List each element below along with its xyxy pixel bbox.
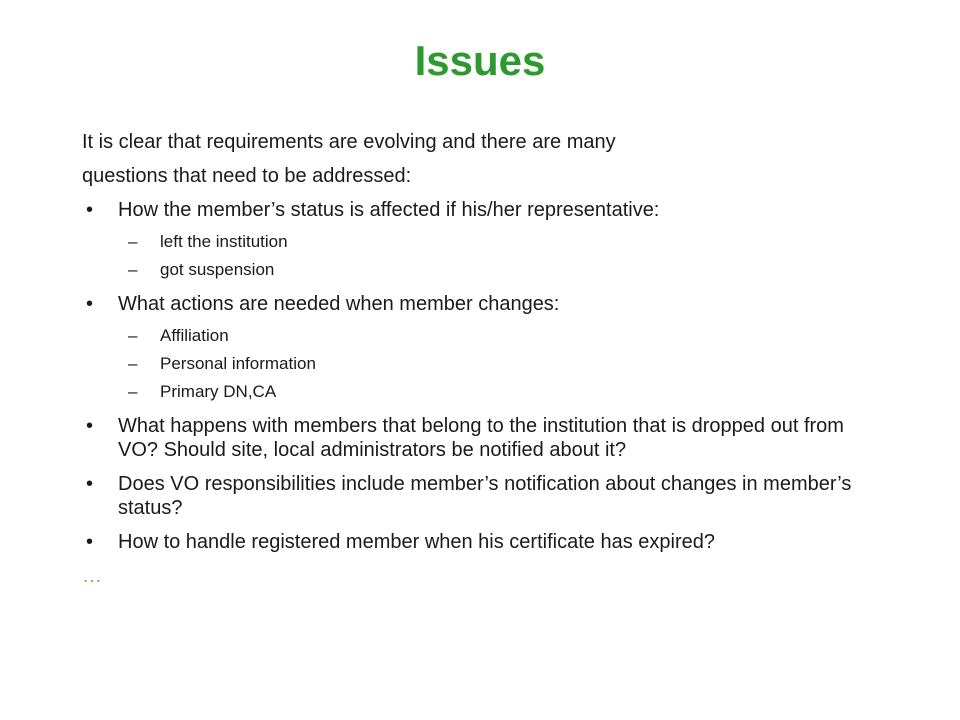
bullet-text: How to handle registered member when his certificate has expired? [118, 531, 715, 553]
bullet-item [82, 414, 882, 462]
bullet-marker: • [86, 473, 94, 495]
bullet-marker: • [86, 293, 94, 315]
bullet-marker: • [86, 415, 94, 437]
sub-item-text: left the institution [160, 232, 288, 251]
sub-item-text: Personal information [160, 354, 316, 373]
intro-text-line-1: It is clear that requirements are evolving and there are many [82, 131, 616, 153]
bullet-marker: • [86, 531, 94, 553]
sub-item [82, 260, 882, 280]
bullet-marker: • [86, 199, 94, 221]
ellipsis: … [82, 565, 102, 587]
sub-item [82, 382, 882, 402]
sub-item-text: Primary DN,CA [160, 382, 277, 401]
bullet-item [82, 292, 882, 316]
slide-content [82, 130, 882, 588]
sub-item [82, 326, 882, 346]
sub-item-text: got suspension [160, 260, 275, 279]
intro-text-line-2: questions that need to be addressed: [82, 165, 412, 187]
bullet-text: What actions are needed when member changes: [118, 293, 560, 315]
dash-marker: – [128, 232, 138, 251]
sub-list [82, 232, 882, 280]
dash-marker: – [128, 260, 138, 279]
bullet-item [82, 530, 882, 554]
sub-list [82, 326, 882, 402]
slide-title: Issues [414, 37, 546, 84]
sub-item [82, 354, 882, 374]
sub-item-text: Affiliation [160, 326, 229, 345]
bullet-text: Does VO responsibilities include member’s notification about changes in member’s status? [118, 473, 852, 519]
bullet-text: How the member’s status is affected if his/her representative: [118, 199, 660, 221]
bullet-item [82, 472, 882, 520]
dash-marker: – [128, 382, 138, 401]
dash-marker: – [128, 326, 138, 345]
bullet-item [82, 198, 882, 222]
dash-marker: – [128, 354, 138, 373]
sub-item [82, 232, 882, 252]
bullet-text: What happens with members that belong to the institution that is dropped out from VO? Should site, local administrators be notified about it? [118, 415, 844, 461]
